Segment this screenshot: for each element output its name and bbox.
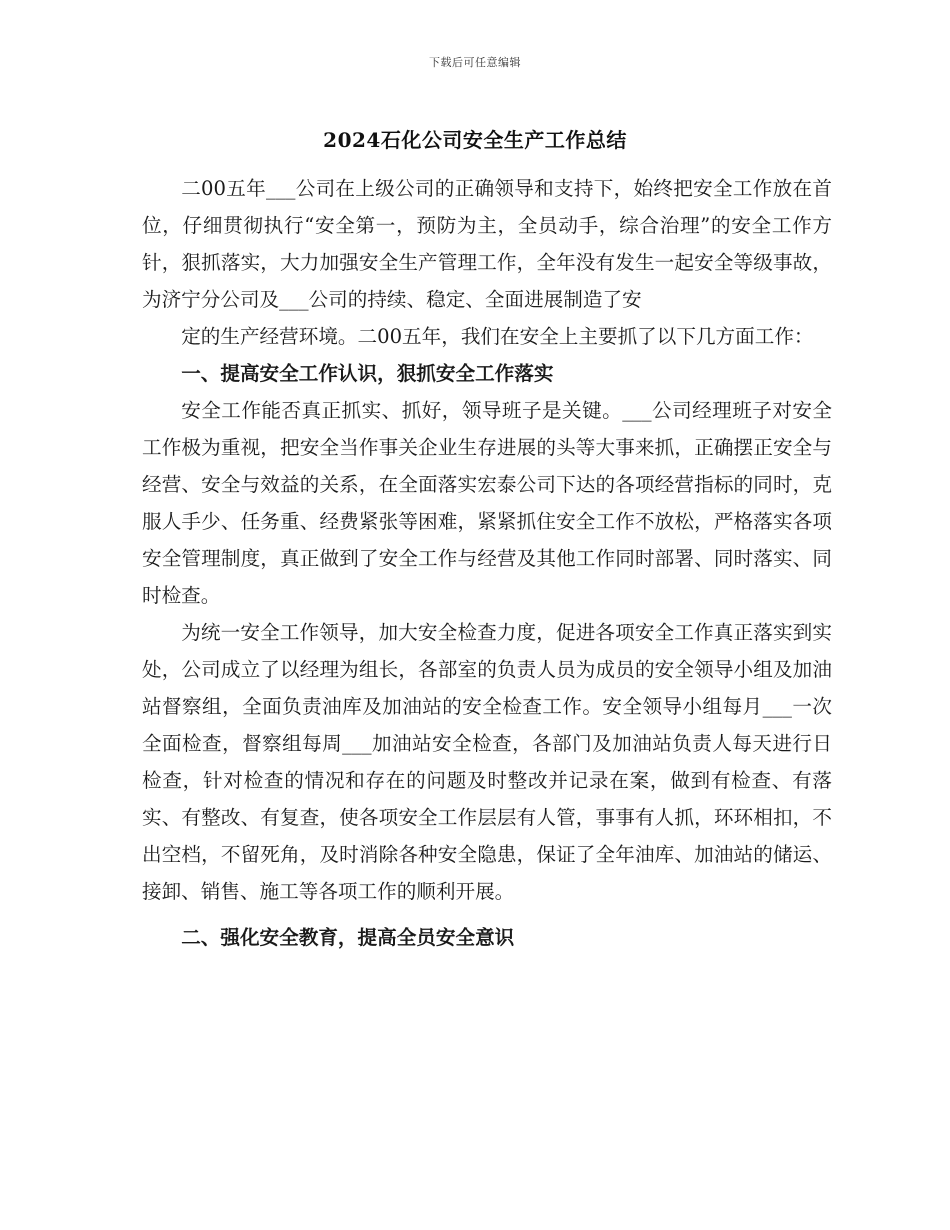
paragraph-inspection: 为统一安全工作领导，加大安全检查力度，促进各项安全工作真正落实到实处，公司成立了以经理为组长，各部室的负责人员为成员的安全领导小组及加油站督察组，全面负责油库及加油站的安全检查工作。安全领导小组每月___一次全面检查，督察组每周___加油站安全检查，各部门及加油站负责人每天进行日检查，针对检查的情况和存在的问题及时整改并记录在案，做到有检查、有落实、有整改、有复查，使各项安全工作层层有人管，事事有人抓，环环相扣，不出空档，不留死角，及时消除各种安全隐患，保证了全年油库、加油站的储运、接卸、销售、施工等各项工作的顺利开展。 xyxy=(142,621,832,903)
header-note: 下载后可任意编辑 xyxy=(429,56,521,69)
section-heading-2: 二、强化安全教育，提高全员安全意识 xyxy=(181,926,515,949)
document-body xyxy=(142,170,832,956)
paragraph-intro-continued: 定的生产经营环境。二00五年，我们在安全上主要抓了以下几方面工作： xyxy=(181,325,814,348)
paragraph-leadership: 安全工作能否真正抓实、抓好，领导班子是关键。___公司经理班子对安全工作极为重视，把安全当作事关企业生存进展的头等大事来抓，正确摆正安全与经营、安全与效益的关系，在全面落实宏泰公司下达的各项经营指标的同时，克服人手少、任务重、经费紧张等困难，紧紧抓住安全工作不放松，严格落实各项安全管理制度，真正做到了安全工作与经营及其他工作同时部署、同时落实、同时检查。 xyxy=(142,399,832,607)
section-heading-1: 一、提高安全工作认识，狠抓安全工作落实 xyxy=(181,362,554,385)
document-title: 2024石化公司安全生产工作总结 xyxy=(323,128,627,152)
paragraph-intro: 二00五年___公司在上级公司的正确领导和支持下，始终把安全工作放在首位，仔细贯彻执行“安全第一，预防为主，全员动手，综合治理”的安全工作方针，狠抓落实，大力加强安全生产管理工作，全年没有发生一起安全等级事故，为济宁分公司及___公司的持续、稳定、全面进展制造了安 xyxy=(142,177,832,311)
